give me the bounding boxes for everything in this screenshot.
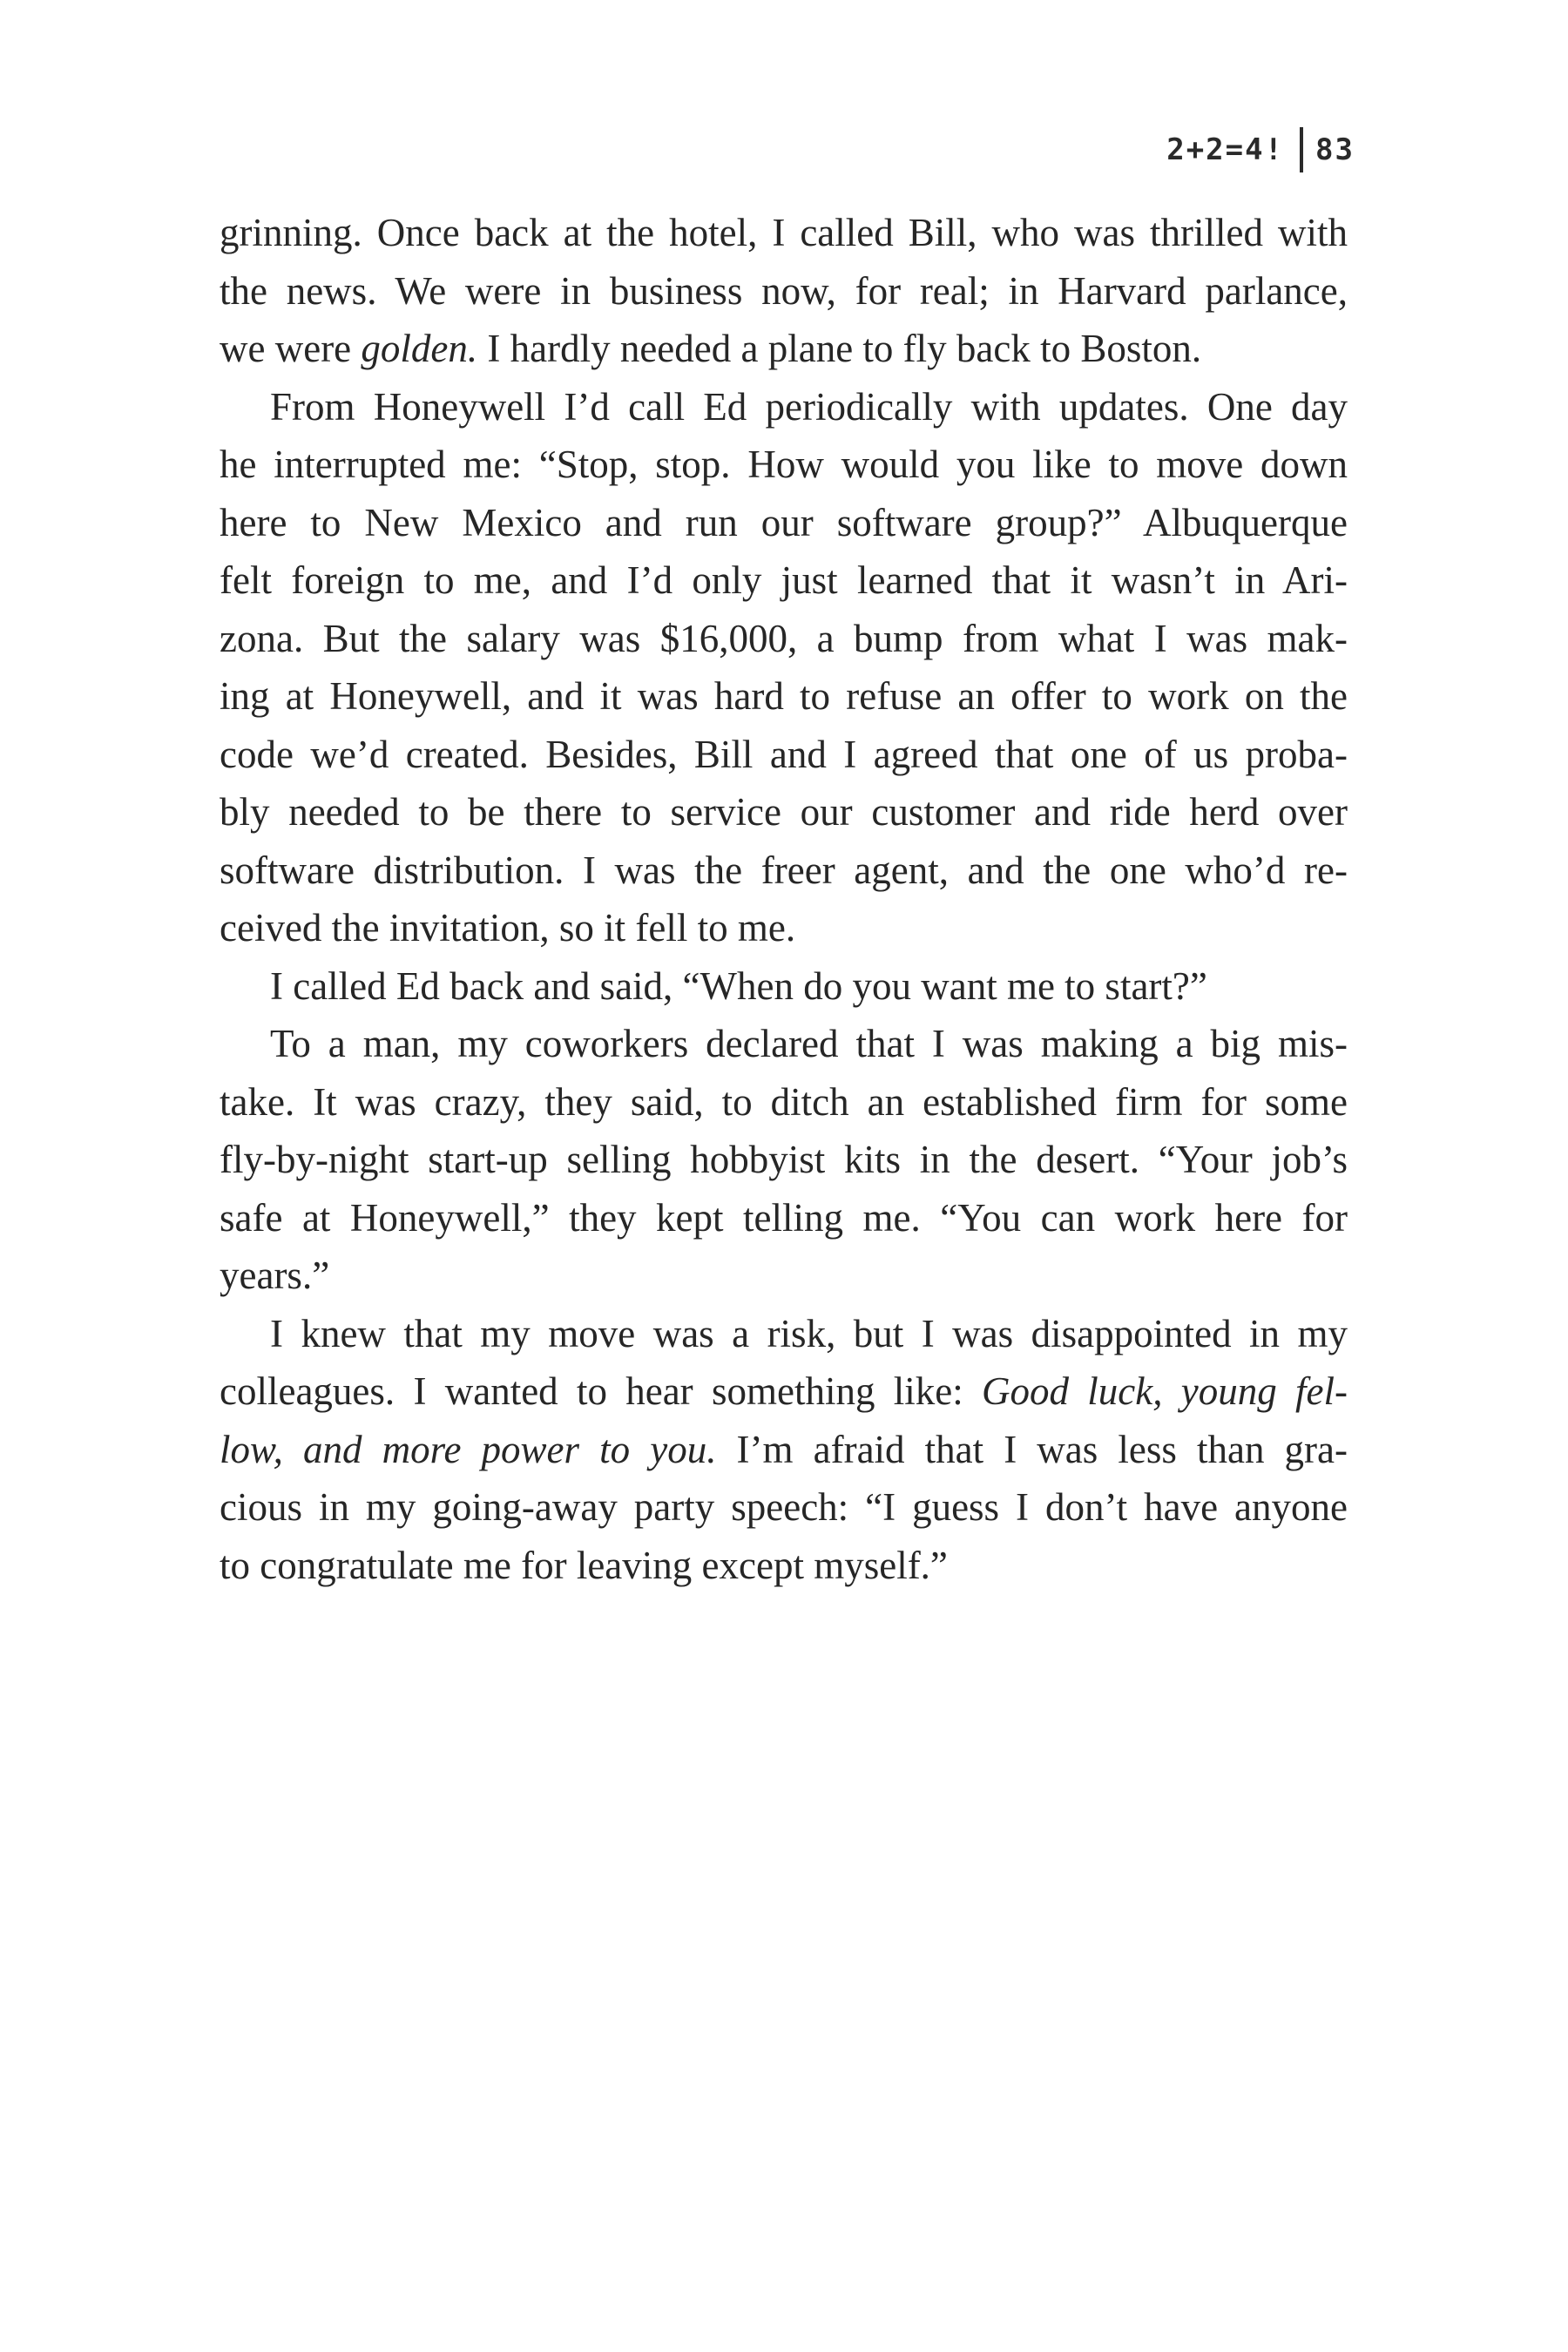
emphasis: low, and more power to you. (220, 1427, 717, 1471)
text-line: zona. But the salary was $16,000, a bump from what I was mak- (220, 616, 1348, 660)
text-line: fly-by-night start-up selling hobbyist kits in the desert. “Your job’s (220, 1138, 1348, 1181)
text-line: felt foreign to me, and I’d only just learned that it wasn’t in Ari- (220, 558, 1348, 602)
body-text (220, 204, 1348, 1594)
text-line: I knew that my move was a risk, but I was disappointed in my (270, 1311, 1348, 1355)
text-line: take. It was crazy, they said, to ditch an established firm for some (220, 1079, 1348, 1124)
text-line: the news. We were in business now, for real; in Harvard parlance, (220, 268, 1348, 313)
text-line: we were golden. I hardly needed a plane to fly back to Boston. (220, 327, 1202, 370)
text-line: low, and more power to you. I’m afraid that I was less than gra- (220, 1427, 1348, 1471)
text-line: To a man, my coworkers declared that I was making a big mis- (270, 1022, 1348, 1065)
emphasis: Good luck, young fel- (982, 1369, 1348, 1413)
page-number: 83 (1315, 132, 1355, 167)
text-line: to congratulate me for leaving except myself.” (220, 1543, 948, 1587)
text-line: code we’d created. Besides, Bill and I agreed that one of us proba- (220, 732, 1348, 776)
text-line: grinning. Once back at the hotel, I called Bill, who was thrilled with (220, 211, 1348, 254)
text-line: bly needed to be there to service our customer and ride herd over (220, 790, 1348, 834)
text-line: years.” (220, 1254, 330, 1297)
text-line: ceived the invitation, so it fell to me. (220, 906, 796, 950)
running-head (1166, 127, 1355, 172)
running-title: 2+2=4! (1166, 132, 1285, 167)
text-line: software distribution. I was the freer agent, and the one who’d re- (220, 848, 1348, 892)
text-line: ing at Honeywell, and it was hard to refuse an offer to work on the (220, 674, 1348, 718)
text-line: he interrupted me: “Stop, stop. How would you like to move down (220, 443, 1348, 486)
text-line: colleagues. I wanted to hear something like: Good luck, young fel- (220, 1369, 1348, 1413)
header-divider (1300, 127, 1303, 172)
text-line: cious in my going-away party speech: “I guess I don’t have anyone (220, 1485, 1348, 1529)
text-line: here to New Mexico and run our software group?” Albuquerque (220, 500, 1348, 544)
text-line: From Honeywell I’d call Ed periodically with updates. One day (270, 384, 1348, 429)
text-line: I called Ed back and said, “When do you want me to start?” (270, 963, 1207, 1008)
text-line: safe at Honeywell,” they kept telling me. “You can work here for (220, 1195, 1348, 1240)
emphasis: golden. (361, 327, 478, 370)
